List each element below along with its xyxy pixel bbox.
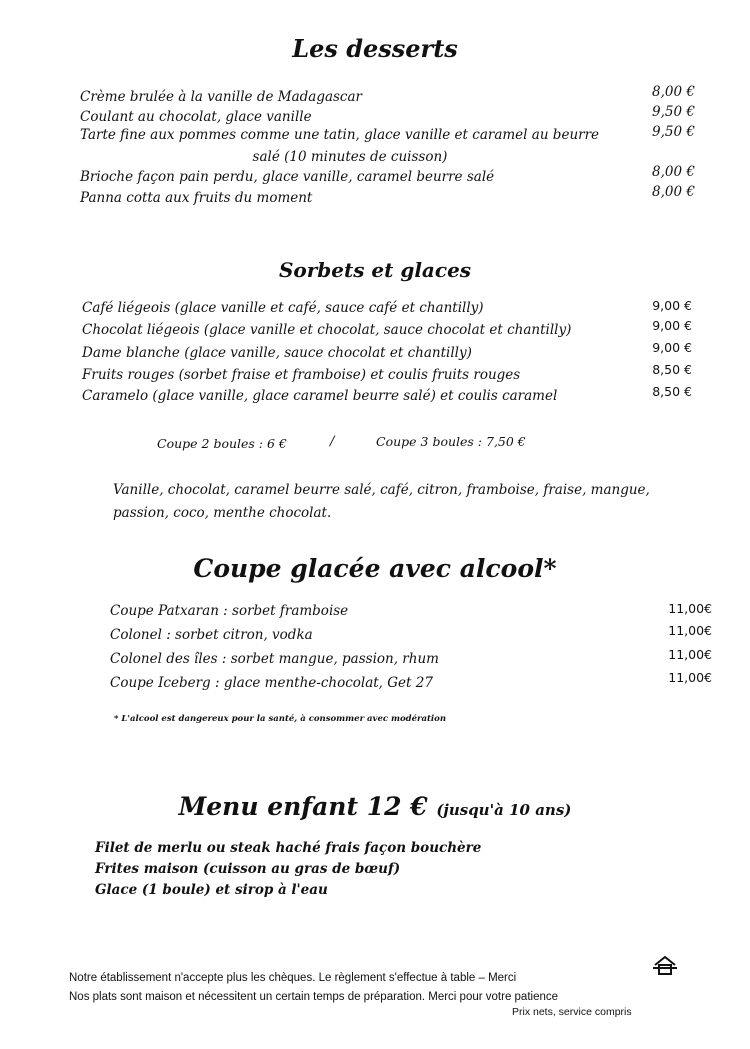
footer-payment-notice: Notre établissement n'accepte plus les chèques. Le règlement s'effectue à table – Merci [69, 972, 517, 984]
menu-enfant-subtitle: (jusqu'à 10 ans) [436, 801, 572, 819]
dessert-item-price: 8,00 € [652, 184, 695, 200]
house-icon [652, 954, 678, 978]
dessert-item-name: Crème brulée à la vanille de Madagascar [80, 89, 362, 105]
coupe-2-boules: Coupe 2 boules : 6 € [157, 436, 287, 451]
dessert-item-price: 9,50 € [652, 124, 695, 140]
sorbets-title: Sorbets et glaces [278, 258, 472, 282]
coupe-alcool-item-price: 11,00€ [668, 623, 712, 638]
dessert-item-name: Panna cotta aux fruits du moment [80, 190, 313, 206]
coupe-3-boules: Coupe 3 boules : 7,50 € [376, 434, 526, 449]
sorbet-item-price: 9,00 € [652, 298, 692, 313]
sorbet-item-name: Dame blanche (glace vanille, sauce chocolat et chantilly) [82, 345, 472, 361]
dessert-item-name: Brioche façon pain perdu, glace vanille, caramel beurre salé [80, 169, 495, 185]
dessert-item-name: Coulant au chocolat, glace vanille [80, 109, 312, 125]
coupe-alcool-item-name: Coupe Patxaran : sorbet framboise [110, 603, 349, 619]
sorbet-item-name: Café liégeois (glace vanille et café, sauce café et chantilly) [82, 300, 484, 316]
sorbet-item-name: Fruits rouges (sorbet fraise et framboise) et coulis fruits rouges [82, 367, 521, 383]
sorbet-item-price: 9,00 € [652, 318, 692, 333]
coupe-alcool-item-name: Colonel : sorbet citron, vodka [110, 627, 313, 643]
sorbet-item-price: 8,50 € [652, 362, 692, 377]
dessert-item-price: 8,00 € [652, 84, 695, 100]
coupe-alcool-item-price: 11,00€ [668, 601, 712, 616]
coupe-separator: / [330, 434, 335, 449]
dessert-item-name-continued: salé (10 minutes de cuisson) [252, 149, 448, 165]
desserts-title: Les desserts [292, 34, 458, 63]
dessert-item-name: Tarte fine aux pommes comme une tatin, glace vanille et caramel au beurre [80, 127, 600, 143]
dessert-item-price: 8,00 € [652, 164, 695, 180]
dessert-item-price: 9,50 € [652, 104, 695, 120]
sorbet-item-name: Caramelo (glace vanille, glace caramel beurre salé) et coulis caramel [82, 388, 558, 404]
sorbet-item-price: 9,00 € [652, 340, 692, 355]
coupe-alcool-item-price: 11,00€ [668, 647, 712, 662]
flavors-list: Vanille, chocolat, caramel beurre salé, café, citron, framboise, fraise, mangue, [113, 482, 650, 498]
flavors-list-continued: passion, coco, menthe chocolat. [113, 505, 332, 521]
menu-enfant-item: Filet de merlu ou steak haché frais façon bouchère [95, 840, 482, 856]
menu-enfant-item: Frites maison (cuisson au gras de bœuf) [95, 861, 401, 877]
menu-enfant-item: Glace (1 boule) et sirop à l'eau [95, 882, 328, 898]
coupe-alcool-item-name: Coupe Iceberg : glace menthe-chocolat, Get 27 [110, 675, 433, 691]
sorbet-item-price: 8,50 € [652, 384, 692, 399]
menu-enfant-title [0, 792, 750, 821]
alcohol-warning-note: * L'alcool est dangereux pour la santé, à consommer avec modération [114, 714, 447, 724]
coupe-alcool-item-name: Colonel des îles : sorbet mangue, passion, rhum [110, 651, 439, 667]
coupe-alcool-title: Coupe glacée avec alcool* [193, 554, 557, 583]
sorbet-item-name: Chocolat liégeois (glace vanille et chocolat, sauce chocolat et chantilly) [82, 322, 572, 338]
coupe-alcool-item-price: 11,00€ [668, 670, 712, 685]
footer-prices-notice: Prix nets, service compris [512, 1006, 632, 1018]
menu-enfant-title-text: Menu enfant 12 € [178, 792, 428, 821]
footer-homemade-notice: Nos plats sont maison et nécessitent un certain temps de préparation. Merci pour votre patience [69, 991, 559, 1003]
